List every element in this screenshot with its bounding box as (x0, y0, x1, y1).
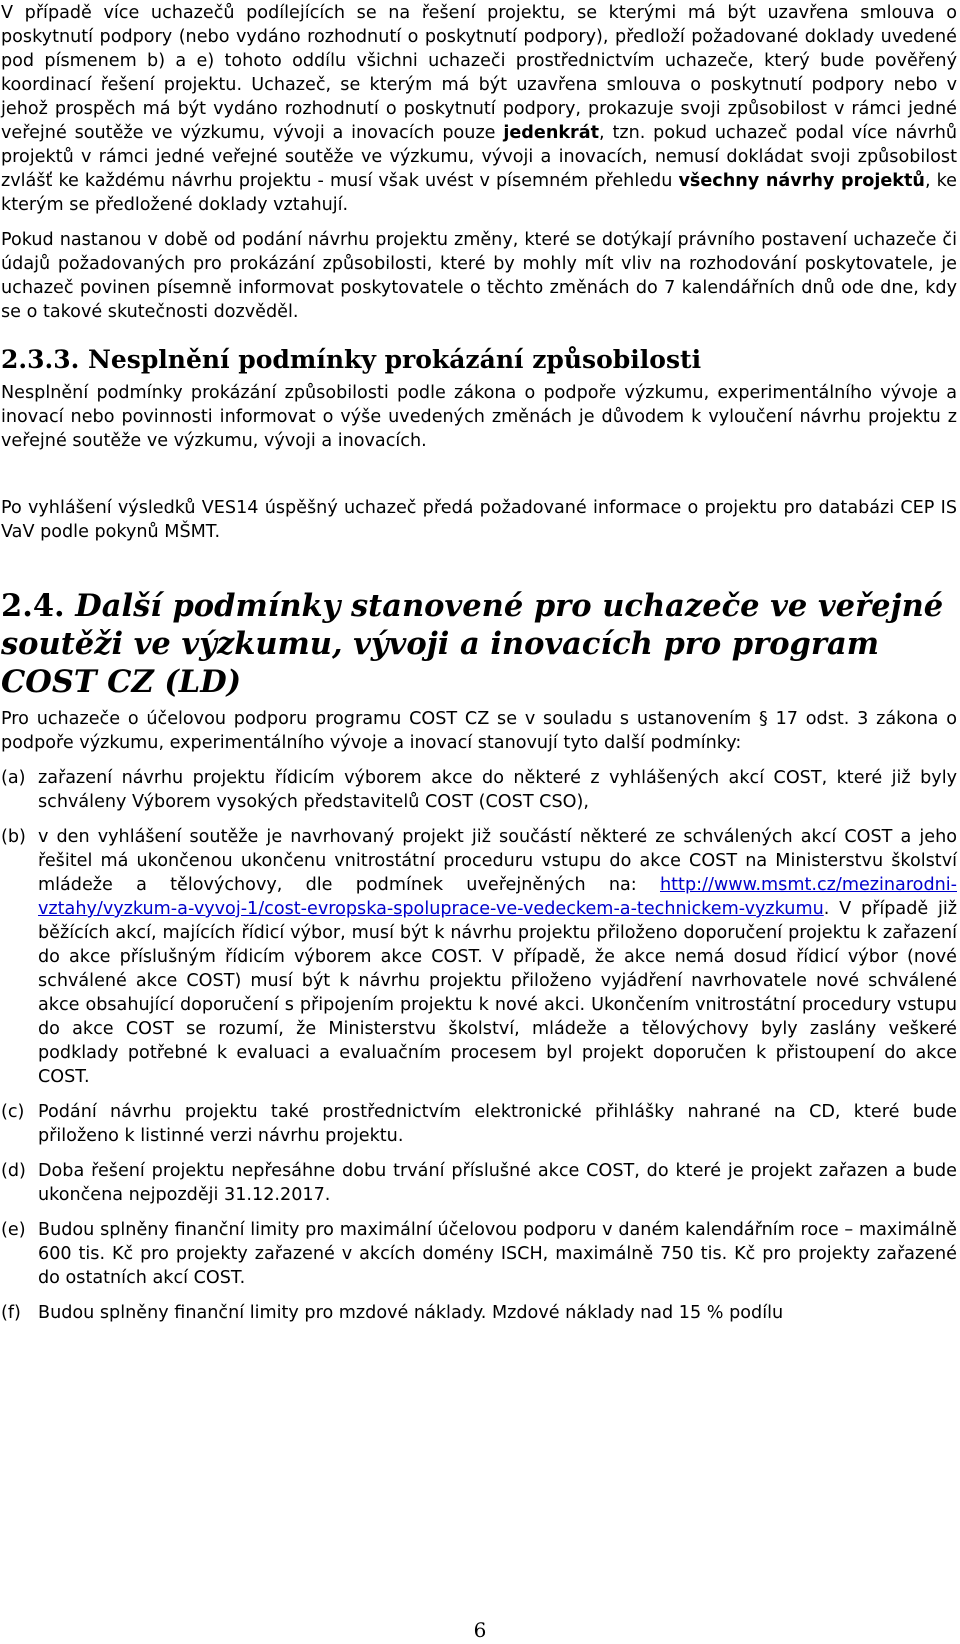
list-marker: (f) (1, 1303, 21, 1323)
text-run: V případě více uchazečů podílejících se na řešení projektu, se kterými má být uzavřena smlouva o poskytnutí podpory (nebo vydáno rozhodnutí o poskytnutí podpory), předloží požadované doklady uvedené pod písmenem b) a e) tohoto oddílu všichni uchazeči prostřednictvím uchazeče, který bude pověřený koordinací řešení projektu. Uchazeč, se kterým má být uzavřena smlouva o poskytnutí podpory nebo v jehož prospěch má být vydáno rozhodnutí o poskytnutí podpory, prokazuje svoji způsobilost v rámci jedné veřejné soutěže ve výzkumu, vývoji a inovacích pouze (1, 3, 957, 143)
list-marker: (e) (1, 1220, 26, 1240)
list-marker: (a) (1, 768, 26, 788)
list-text: v den vyhlášení soutěže je navrhovaný projekt již součástí některé ze schválených akcí COST a jeho řešitel má ukončenou ukončenu vnitrostátní proceduru vstupu do akce COST na Ministerstvu školství mládeže a tělovýchovy, dle podmínek uveřejněných na: (38, 827, 957, 895)
list-marker: (c) (1, 1102, 25, 1122)
list-marker: (d) (1, 1161, 26, 1181)
paragraph-cost-conditions: Pro uchazeče o účelovou podporu programu COST CZ se v souladu s ustanovením § 17 odst. 3 zákona o podpoře výzkumu, experimentálního vývoje a inovací stanovují tyto další podmínky: (1, 709, 957, 753)
list-text: . V případě již běžících akcí, majících řídicí výbor, musí být k návrhu projektu přiloženo doporučení projektu k zařazení do akce příslušným řídicím výborem akce COST. V případě, že akce nemá dosud řídicí výbor (nové schválené akce COST) musí být k návrhu projektu přiloženo vyjádření navrhovatele nové schválené akce obsahující doporučení s připojením projektu k nové akci. Ukončením vnitrostátní procedury vstupu do akce COST se rozumí, že Ministerstvu školství, mládeže a tělovýchovy byly zaslány veškeré podklady potřebné k evaluaci a evaluačním procesem byl projekt doporučen k přistoupení do akce COST. (38, 899, 957, 1087)
section-number: 2.4. (1, 588, 65, 624)
list-text: Budou splněny finanční limity pro mzdové náklady. Mzdové náklady nad 15 % podílu (38, 1303, 784, 1323)
bold-text: všechny návrhy projektů (678, 171, 925, 191)
list-text: Budou splněny finanční limity pro maximální účelovou podporu v daném kalendářním roce – maximálně 600 tis. Kč pro projekty zařazené v akcích domény ISCH, maximálně 750 tis. Kč pro projekty zařazené do ostatních akcí COST. (38, 1220, 957, 1288)
section-heading-2-4 (1, 587, 957, 701)
list-marker: (b) (1, 827, 26, 847)
list-item-c (1, 1100, 957, 1148)
list-text: Doba řešení projektu nepřesáhne dobu trvání příslušné akce COST, do které je projekt zařazen a bude ukončena nejpozději 31.12.2017. (38, 1161, 957, 1205)
text-run: , tzn. pokud uchazeč podal více návrhů projektů v rámci jedné veřejné soutěže ve výzkumu, vývoji a inovacích, nemusí dokládat svoji způsobilost zvlášť ke každému návrhu projektu - musí však uvést v písemném přehledu (1, 123, 958, 191)
list-item-a (1, 766, 957, 814)
msmt-cost-link[interactable]: http://www.msmt.cz/mezinarodni-vztahy/vyzkum-a-vyvoj-1/cost-evropska-spoluprace-ve-vedeckem-a-technickem-vyzkumu (38, 875, 957, 919)
document-body (1, 1, 957, 1325)
list-item-f (1, 1301, 957, 1325)
paragraph-changes: Pokud nastanou v době od podání návrhu projektu změny, které se dotýkají právního postavení uchazeče či údajů požadovaných pro prokázání způsobilosti, které by mohly mít vliv na rozhodování poskytovatele, je uchazeč povinen písemně informovat poskytovatele o těchto změnách do 7 kalendářních dnů ode dne, kdy se o takové skutečnosti dozvěděl. (1, 230, 957, 322)
section-title: Další podmínky stanovené pro uchazeče ve veřejné soutěži ve výzkumu, vývoji a inovacích pro program COST CZ (LD) (1, 588, 944, 700)
list-item-e (1, 1218, 957, 1290)
bold-text: jedenkrát (503, 123, 600, 143)
section-heading-2-3-3: 2.3.3. Nesplnění podmínky prokázání způsobilosti (1, 345, 702, 374)
paragraph-applicants (1, 1, 957, 217)
paragraph-noncompliance: Nesplnění podmínky prokázání způsobilosti podle zákona o podpoře výzkumu, experimentálního vývoje a inovací nebo povinnosti informovat o výše uvedených změnách je důvodem k vyloučení návrhu projektu z veřejné soutěže ve výzkumu, vývoji a inovacích. (1, 383, 957, 451)
list-item-b (1, 825, 957, 1089)
list-item-d (1, 1159, 957, 1207)
text-run: , ke kterým se předložené doklady vztahují. (1, 171, 957, 215)
page-number: 6 (473, 1618, 487, 1642)
paragraph-results: Po vyhlášení výsledků VES14 úspěšný uchazeč předá požadované informace o projektu pro databázi CEP IS VaV podle pokynů MŠMT. (1, 498, 957, 542)
list-text: zařazení návrhu projektu řídicím výborem akce do některé z vyhlášených akcí COST, které již byly schváleny Výborem vysokých představitelů COST (COST CSO), (38, 768, 957, 812)
list-text: Podání návrhu projektu také prostřednictvím elektronické přihlášky nahrané na CD, které bude přiloženo k listinné verzi návrhu projektu. (38, 1102, 957, 1146)
